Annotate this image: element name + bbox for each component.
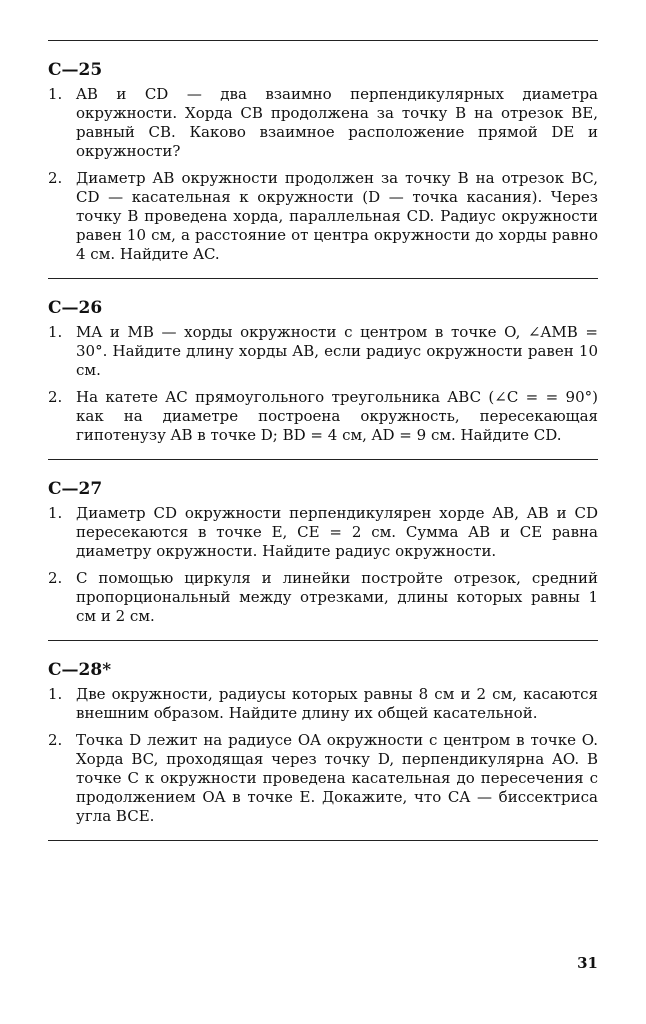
problem-number: 2. — [48, 388, 63, 406]
problem-number: 1. — [48, 504, 63, 522]
section-title: С—27 — [48, 479, 103, 499]
problem-text: Две окружности, радиусы которых равны 8 см и 2 см, касаются внешним образом. Найдите длину их общей касательной. — [76, 685, 598, 722]
problem-text: С помощью циркуля и линейки постройте отрезок, средний пропорциональный между отрезками, длины которых равны 1 см и 2 см. — [76, 569, 598, 625]
section-title: С—26 — [48, 298, 103, 318]
section-c27 — [48, 460, 598, 640]
problem-item — [48, 388, 598, 445]
problem-text: MA и MB — хорды окружности с центром в точке O, ∠AMB = 30°. Найдите длину хорды AB, если радиус окружности равен 10 см. — [76, 323, 598, 379]
page-number: 31 — [577, 954, 598, 972]
section-c25 — [48, 41, 598, 278]
section-title: С—25 — [48, 60, 103, 80]
problem-number: 1. — [48, 85, 63, 103]
problem-text: AB и CD — два взаимно перпендикулярных диаметра окружности. Хорда CB продолжена за точку B на отрезок BE, равный CB. Каково взаимное расположение прямой DE и окружности? — [76, 85, 598, 160]
section-divider — [48, 840, 598, 841]
problem-number: 2. — [48, 569, 63, 587]
problem-item — [48, 85, 598, 161]
problem-item — [48, 504, 598, 561]
problem-number: 2. — [48, 731, 63, 749]
problem-item — [48, 685, 598, 723]
problem-item — [48, 731, 598, 826]
problem-number: 1. — [48, 685, 63, 703]
problem-text: Диаметр AB окружности продолжен за точку B на отрезок BC, CD — касательная к окружности (D — точка касания). Через точку B проведена хорда, параллельная CD. Радиус окружности равен 10 см, а расстояние от центра окружности до хорды равно 4 см. Найдите AC. — [76, 169, 598, 263]
section-c28 — [48, 641, 598, 840]
problem-text: Диаметр CD окружности перпендикулярен хорде AB, AB и CD пересекаются в точке E, CE = 2 см. Сумма AB и CE равна диаметру окружности. Найдите радиус окружности. — [76, 504, 598, 560]
problem-text: На катете AC прямоугольного треугольника ABC (∠C = = 90°) как на диаметре построена окружность, пересекающая гипотенузу AB в точке D; BD = 4 см, AD = 9 см. Найдите CD. — [76, 388, 598, 444]
problem-number: 1. — [48, 323, 63, 341]
problem-item — [48, 569, 598, 626]
problem-text: Точка D лежит на радиусе OA окружности с центром в точке O. Хорда BC, проходящая через точку D, перпендикулярна AO. В точке C к окружности проведена касательная до пересечения с продолжением OA в точке E. Докажите, что CA — биссектриса угла BCE. — [76, 731, 598, 825]
problem-item — [48, 323, 598, 380]
section-title: С—28* — [48, 660, 112, 680]
problem-item — [48, 169, 598, 264]
page-content — [48, 40, 598, 841]
problem-number: 2. — [48, 169, 63, 187]
section-c26 — [48, 279, 598, 459]
